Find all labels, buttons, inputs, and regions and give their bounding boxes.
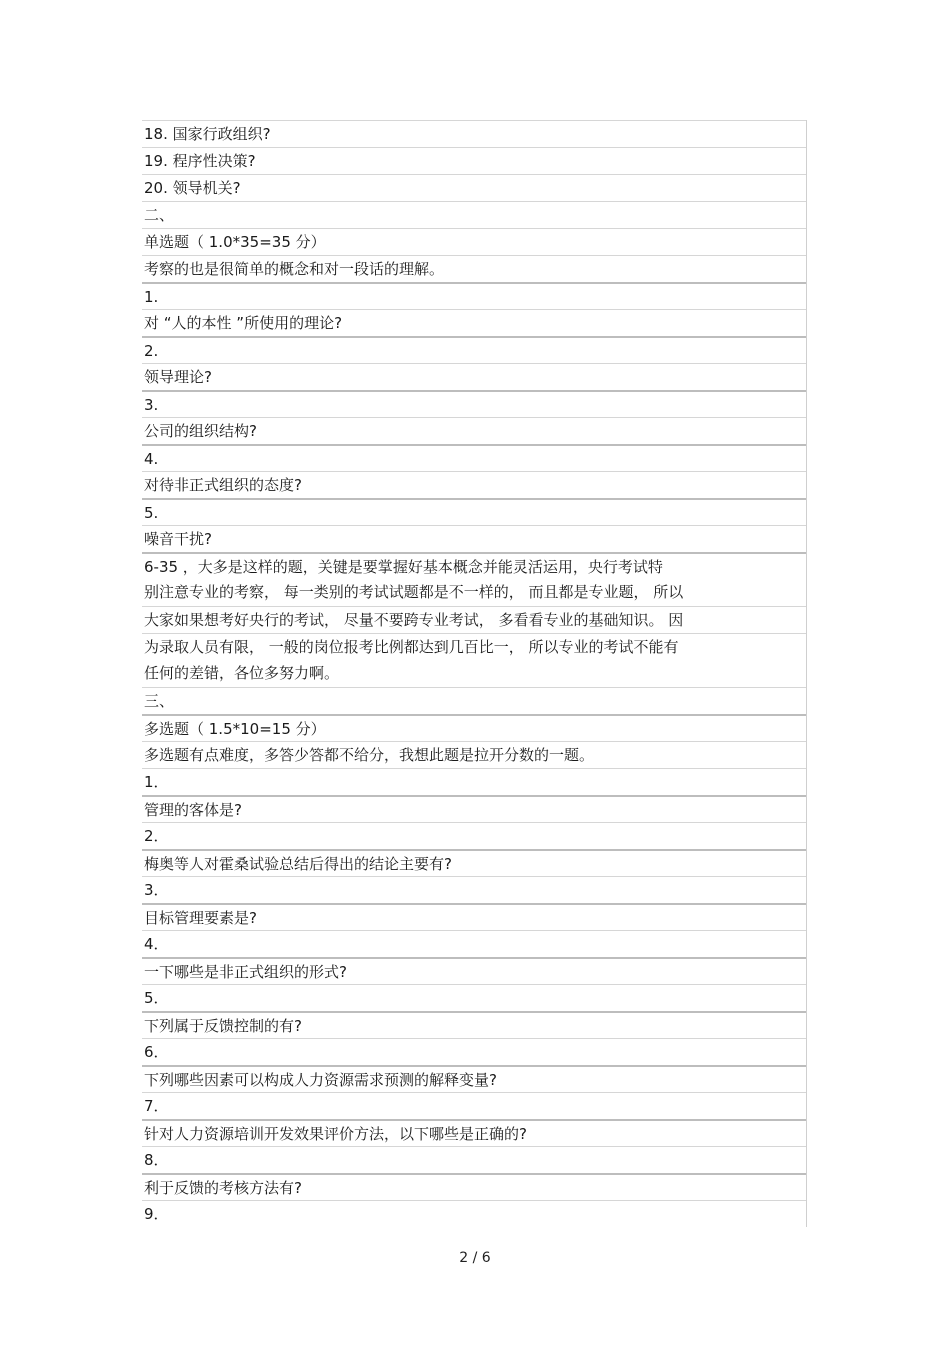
paragraph-line: 任何的差错，各位多努力啊。 xyxy=(144,664,340,682)
question-number: 2. xyxy=(142,336,806,363)
section-title: 单选题（ 1.0*35=35 分） xyxy=(142,228,806,255)
paragraph-line: 大家如果想考好央行的考试， 尽量不要跨专业考试， 多看看专业的基础知识。 因 xyxy=(142,606,806,633)
question-number: 7． xyxy=(142,1092,806,1119)
question-text: 目标管理要素是? xyxy=(142,903,806,930)
text-line: 考察的也是很简单的概念和对一段话的理解。 xyxy=(142,255,806,282)
section-title: 多选题（ 1.5*10=15 分） xyxy=(142,714,806,741)
question-number: 8． xyxy=(142,1146,806,1173)
question-number: 4. xyxy=(142,444,806,471)
question-number: 4． xyxy=(142,930,806,957)
question-text: 公司的组织结构? xyxy=(142,417,806,444)
question-text: 管理的客体是? xyxy=(142,795,806,822)
question-number: 5． xyxy=(142,984,806,1011)
text-line: 多选题有点难度，多答少答都不给分，我想此题是拉开分数的一题。 xyxy=(142,741,806,768)
page-number: 2 / 6 xyxy=(459,1250,491,1266)
question-text: 下列哪些因素可以构成人力资源需求预测的解释变量? xyxy=(142,1065,806,1092)
text-line: 20. 领导机关? xyxy=(142,174,806,201)
question-text: 一下哪些是非正式组织的形式? xyxy=(142,957,806,984)
question-number: 1． xyxy=(142,768,806,795)
question-text: 针对人力资源培训开发效果评价方法，以下哪些是正确的? xyxy=(142,1119,806,1146)
question-text: 对待非正式组织的态度? xyxy=(142,471,806,498)
paragraph-line: 为录取人员有限， 一般的岗位报考比例都达到几百比一， 所以专业的考试不能有 xyxy=(142,633,806,660)
document-body xyxy=(142,120,807,1227)
question-number: 5. xyxy=(142,498,806,525)
question-text: 对 “人的本性 ”所使用的理论? xyxy=(142,309,806,336)
question-number: 9． xyxy=(142,1200,806,1227)
text-line: 18. 国家行政组织? xyxy=(142,120,806,147)
question-number: 6． xyxy=(142,1038,806,1065)
question-text: 利于反馈的考核方法有? xyxy=(142,1173,806,1200)
question-number: 2． xyxy=(142,822,806,849)
paragraph-line: 6-35 ，大多是这样的题，关键是要掌握好基本概念并能灵活运用，央行考试特 xyxy=(142,552,806,579)
question-text: 下列属于反馈控制的有? xyxy=(142,1011,806,1038)
section-heading: 二、 xyxy=(142,201,806,228)
question-text: 领导理论? xyxy=(142,363,806,390)
question-number: 1. xyxy=(142,282,806,309)
question-text: 梅奥等人对霍桑试验总结后得出的结论主要有? xyxy=(142,849,806,876)
text-line: 19. 程序性决策? xyxy=(142,147,806,174)
paragraph-line: 别注意专业的考察， 每一类别的考试试题都是不一样的， 而且都是专业题， 所以 xyxy=(144,583,684,601)
question-number: 3． xyxy=(142,876,806,903)
question-number: 3. xyxy=(142,390,806,417)
section-heading: 三、 xyxy=(142,687,806,714)
question-text: 噪音干扰? xyxy=(142,525,806,552)
